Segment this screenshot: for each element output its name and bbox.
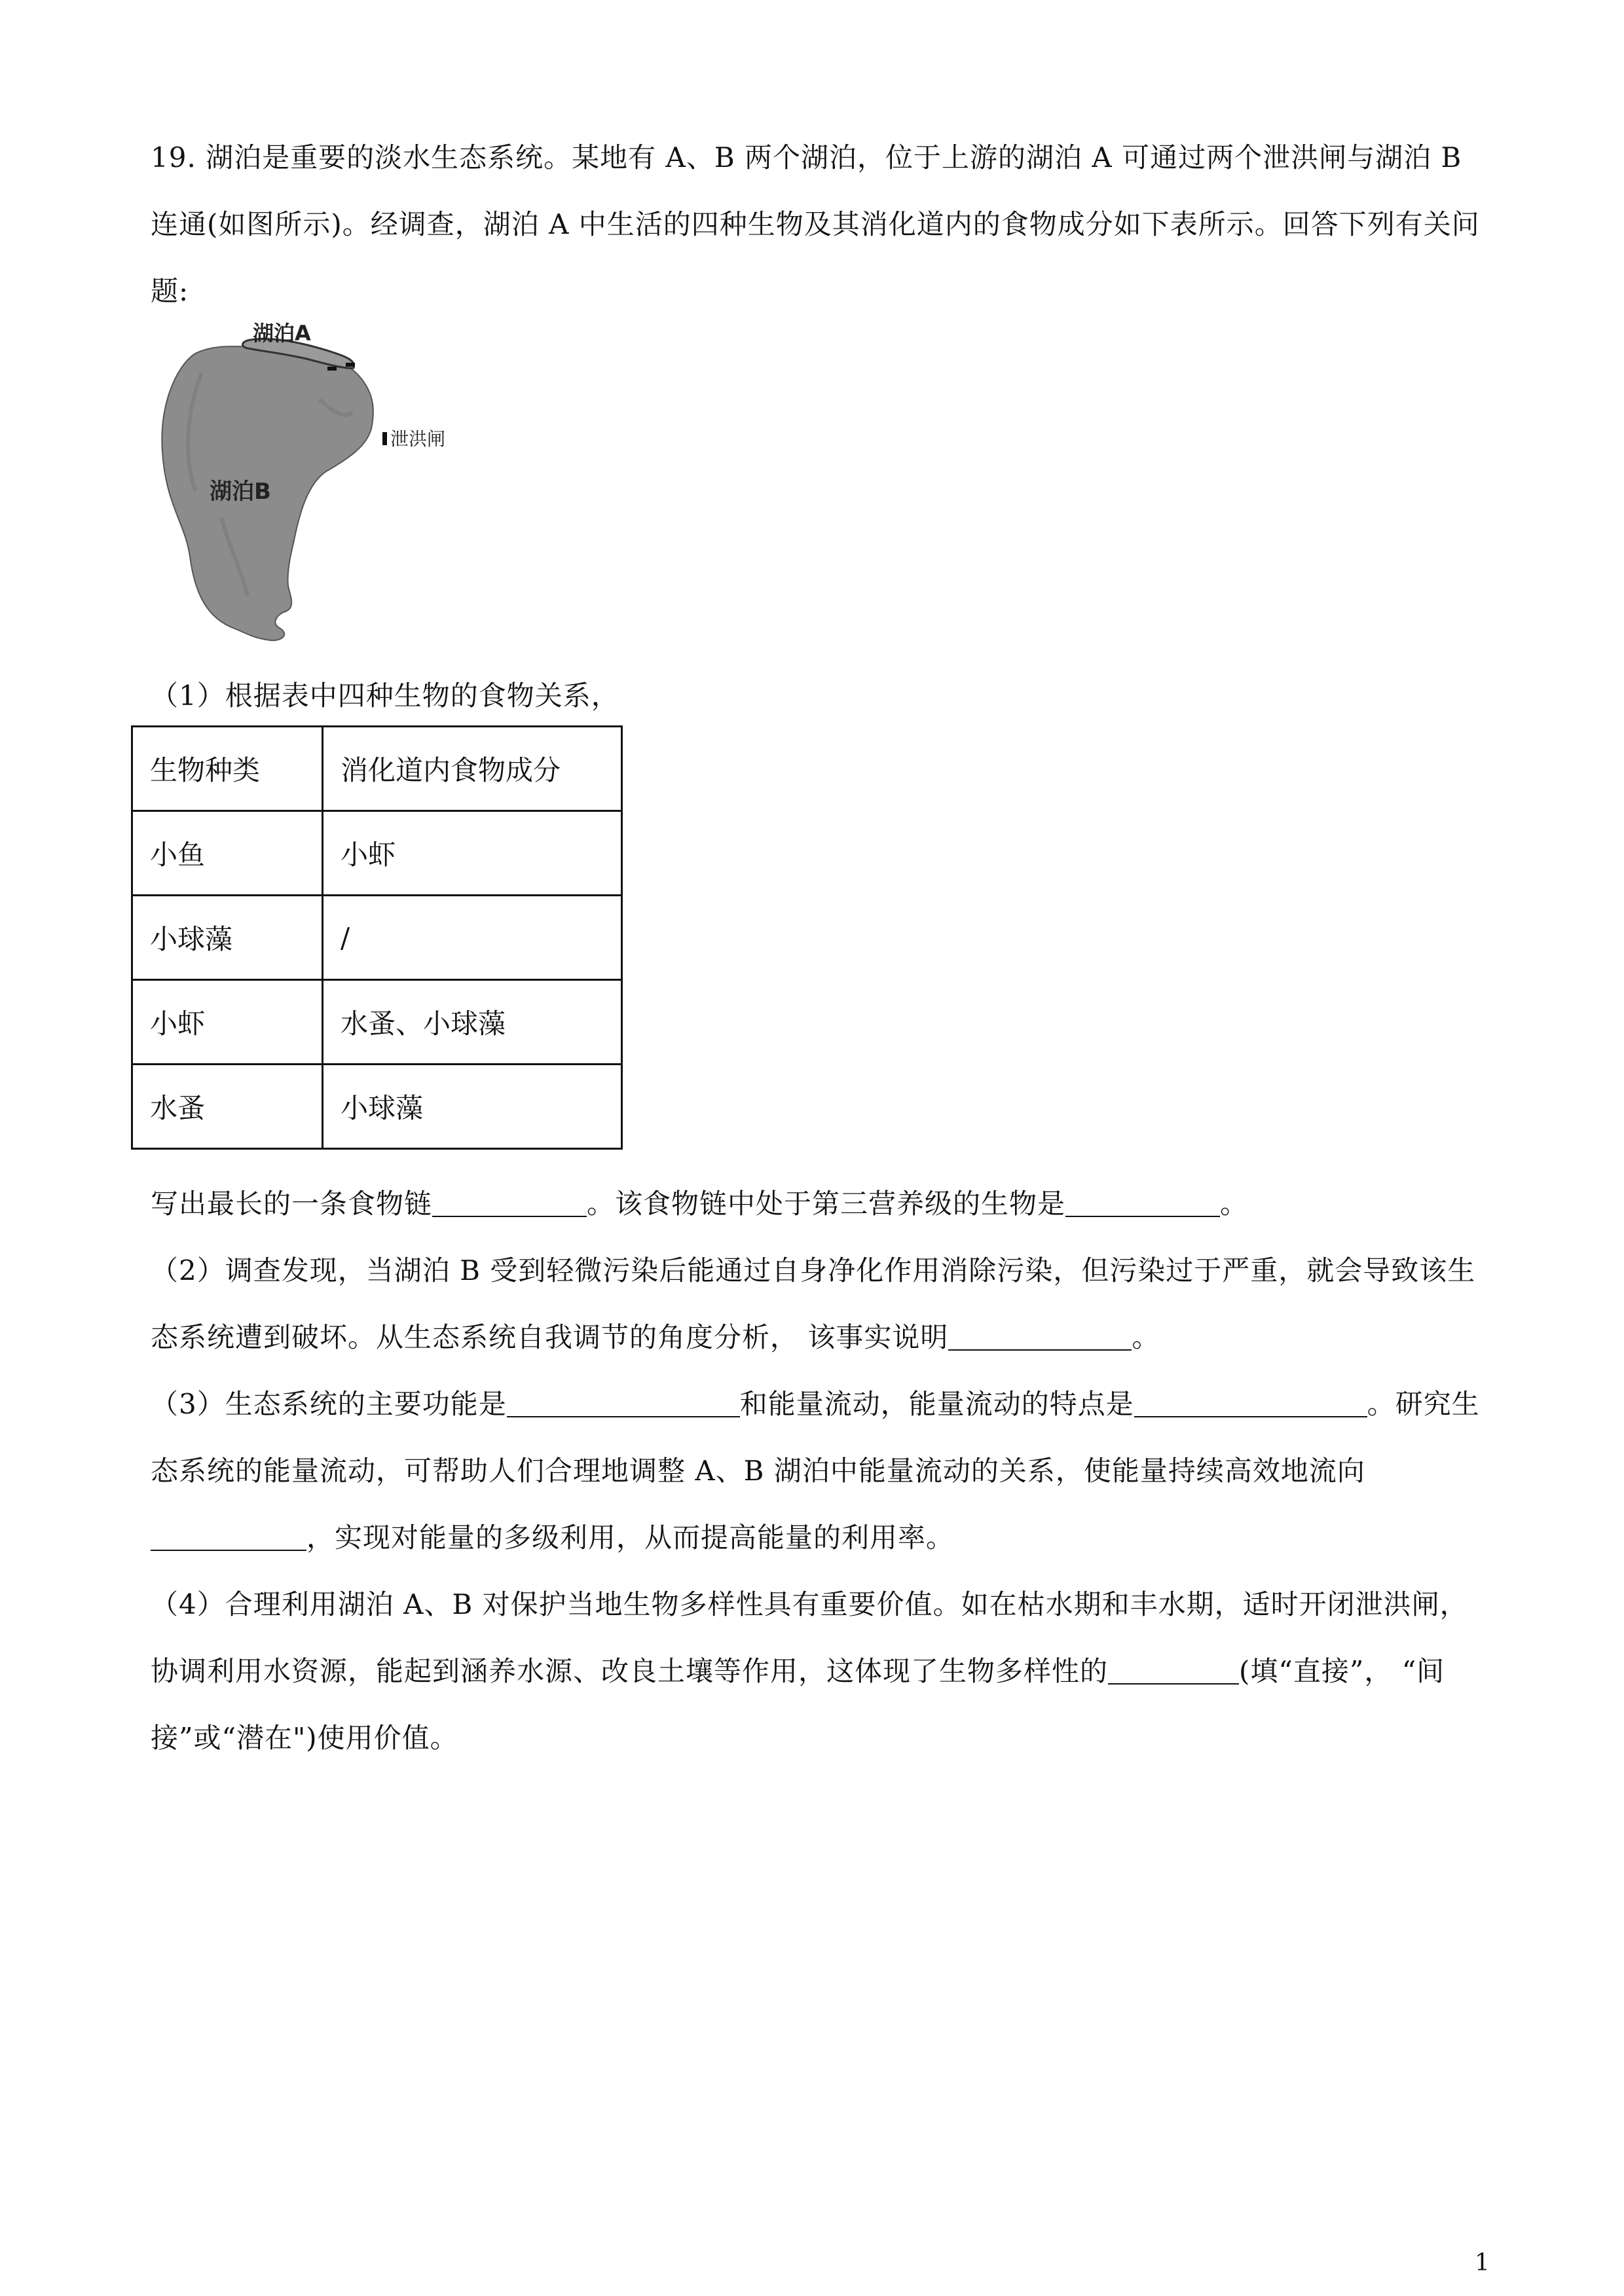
food-table	[131, 725, 623, 1150]
part4-line-3: 接”或“潜在")使用价值。	[151, 1722, 458, 1754]
part3-line-1	[151, 1371, 1486, 1438]
answer-blank[interactable]	[1134, 1387, 1367, 1417]
answer-blank[interactable]	[1108, 1654, 1239, 1685]
table-row	[132, 1065, 622, 1149]
answer-blank[interactable]	[948, 1321, 1132, 1351]
floodgate-2	[327, 367, 337, 371]
page-number: 1	[1475, 2250, 1490, 2276]
label-lake-b: 湖泊B	[210, 479, 271, 505]
cell-food: 小虾	[323, 811, 622, 896]
intro-line-1: 19. 湖泊是重要的淡水生态系统。某地有 A、B 两个湖泊，位于上游的湖泊 A 可通过两个泄洪闸与湖泊 B	[151, 141, 1462, 173]
intro-line-2: 连通(如图所示)。经调查，湖泊 A 中生活的四种生物及其消化道内的食物成分如下表所示。回答下列有关问	[151, 208, 1480, 240]
part3-line-3	[151, 1504, 1486, 1571]
part1-lead	[151, 663, 1486, 729]
header-species: 生物种类	[132, 727, 323, 811]
table-row	[132, 811, 622, 896]
table-header-row	[132, 727, 622, 811]
cell-species: 水蚤	[132, 1065, 323, 1149]
cell-species: 小球藻	[132, 896, 323, 980]
question-intro	[151, 124, 1486, 325]
questions-body	[151, 1171, 1486, 1772]
part1-after-text-1: 写出最长的一条食物链	[151, 1188, 433, 1220]
part2-line-2	[151, 1304, 1486, 1371]
part3-line-2: 态系统的能量流动，可帮助人们合理地调整 A、B 湖泊中能量流动的关系，使能量持续高效地流向	[151, 1455, 1365, 1487]
lake-map-figure	[149, 321, 490, 648]
part4-text-a: 协调利用水资源，能起到涵养水源、改良土壤等作用，这体现了生物多样性的	[151, 1655, 1109, 1687]
answer-blank[interactable]	[507, 1387, 740, 1417]
intro-line-3: 题:	[151, 275, 189, 307]
label-lake-a: 湖泊A	[253, 321, 311, 346]
header-food: 消化道内食物成分	[323, 727, 622, 811]
part1-after-line	[151, 1171, 1486, 1237]
floodgate-legend-icon	[382, 432, 387, 445]
part3-text-a: （3）生态系统的主要功能是	[151, 1388, 507, 1420]
cell-food: /	[323, 896, 622, 980]
cell-food: 小球藻	[323, 1065, 622, 1149]
floodgate-1	[346, 363, 355, 367]
part1-after-text-3: 。	[1220, 1188, 1249, 1220]
cell-species: 小鱼	[132, 811, 323, 896]
answer-blank[interactable]	[432, 1187, 587, 1217]
cell-food: 水蚤、小球藻	[323, 980, 622, 1065]
part3-text-b: 和能量流动，能量流动的特点是	[739, 1388, 1134, 1420]
part2-line-1: （2）调查发现，当湖泊 B 受到轻微污染后能通过自身净化作用消除污染，但污染过于严重，就会导致该生	[151, 1254, 1476, 1286]
part1-after-text-2: 。该食物链中处于第三营养级的生物是	[587, 1188, 1066, 1220]
label-floodgate: 泄洪闸	[390, 428, 446, 450]
part3-text-c: 。研究生	[1367, 1388, 1480, 1420]
part1-lead-text: （1）根据表中四种生物的食物关系，	[151, 680, 619, 712]
part2-end: 。	[1132, 1321, 1160, 1353]
cell-species: 小虾	[132, 980, 323, 1065]
part4-line-2	[151, 1638, 1486, 1705]
table-row	[132, 896, 622, 980]
answer-blank[interactable]	[1065, 1187, 1220, 1217]
table-row	[132, 980, 622, 1065]
answer-blank[interactable]	[151, 1521, 306, 1551]
part2-text: 态系统遭到破坏。从生态系统自我调节的角度分析， 该事实说明	[151, 1321, 949, 1353]
part3-text-d: ，实现对能量的多级利用，从而提高能量的利用率。	[306, 1522, 955, 1554]
part4-text-b: (填“直接”， “间	[1239, 1655, 1445, 1687]
part4-line-1: （4）合理利用湖泊 A、B 对保护当地生物多样性具有重要价值。如在枯水期和丰水期，适时开闭泄洪闸，	[151, 1588, 1468, 1620]
